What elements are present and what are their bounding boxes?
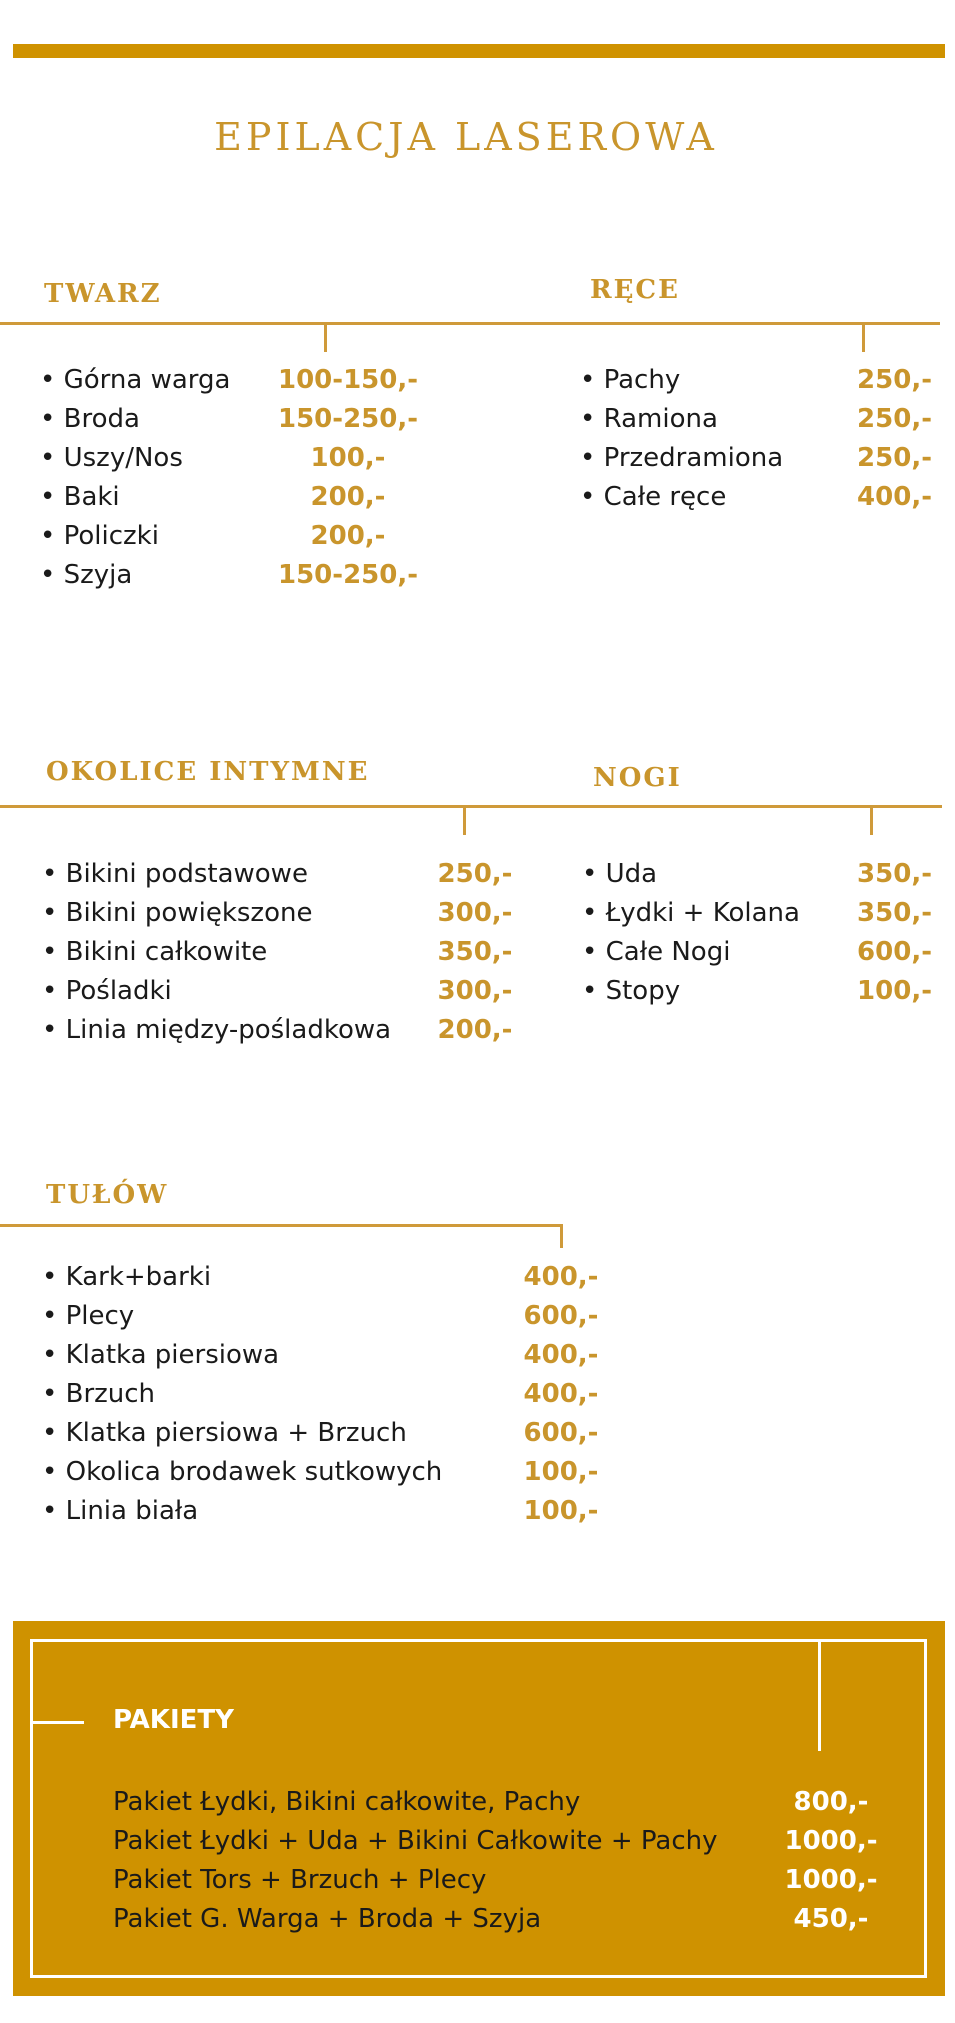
item-label: • Stopy bbox=[582, 976, 680, 1006]
list-item bbox=[40, 556, 419, 595]
item-price: 250,- bbox=[857, 443, 932, 473]
package-item bbox=[113, 1783, 869, 1822]
packages-heading-rule bbox=[30, 1721, 84, 1724]
list-item bbox=[42, 1375, 599, 1414]
item-price: 100,- bbox=[523, 1496, 599, 1526]
top-accent-bar bbox=[13, 44, 945, 58]
item-label: • Broda bbox=[40, 404, 140, 434]
packages-panel bbox=[13, 1621, 945, 1996]
item-price: 400,- bbox=[523, 1340, 599, 1370]
section-heading-twarz: TWARZ bbox=[44, 279, 162, 309]
list-item bbox=[42, 855, 513, 894]
item-price: 600,- bbox=[523, 1301, 599, 1331]
item-price: 150-250,- bbox=[278, 404, 419, 434]
package-label: Pakiet Łydki, Bikini całkowite, Pachy bbox=[113, 1787, 581, 1817]
divider-tick bbox=[560, 1224, 563, 1248]
package-price: 1000,- bbox=[784, 1826, 878, 1856]
list-item bbox=[42, 1414, 599, 1453]
item-label: • Szyja bbox=[40, 560, 132, 590]
list-item bbox=[42, 1258, 599, 1297]
item-label: • Pachy bbox=[580, 365, 680, 395]
divider-tick bbox=[324, 322, 327, 352]
package-label: Pakiet Tors + Brzuch + Plecy bbox=[113, 1865, 487, 1895]
section-heading-rece: RĘCE bbox=[590, 275, 680, 305]
item-label: • Pośladki bbox=[42, 976, 172, 1006]
list-item bbox=[42, 1492, 599, 1531]
package-item bbox=[113, 1900, 869, 1939]
list-item bbox=[40, 517, 386, 556]
list-nogi bbox=[582, 855, 932, 1011]
item-label: • Uszy/Nos bbox=[40, 443, 183, 473]
list-item bbox=[40, 361, 419, 400]
section-divider-face-hands bbox=[0, 322, 940, 325]
section-divider-intimate-legs bbox=[0, 805, 942, 808]
item-price: 300,- bbox=[437, 976, 513, 1006]
packages-list bbox=[113, 1783, 878, 1939]
list-twarz bbox=[40, 361, 419, 595]
item-label: • Ramiona bbox=[580, 404, 718, 434]
list-okolice bbox=[42, 855, 513, 1050]
package-label: Pakiet Łydki + Uda + Bikini Całkowite + Pachy bbox=[113, 1826, 718, 1856]
list-tulow bbox=[42, 1258, 599, 1531]
item-label: • Uda bbox=[582, 859, 657, 889]
package-price: 1000,- bbox=[784, 1865, 878, 1895]
item-label: • Całe Nogi bbox=[582, 937, 730, 967]
divider-tick bbox=[870, 805, 873, 835]
list-item bbox=[42, 1011, 513, 1050]
list-item bbox=[582, 972, 932, 1011]
item-label: • Łydki + Kolana bbox=[582, 898, 800, 928]
item-price: 200,- bbox=[310, 482, 386, 512]
list-item bbox=[580, 439, 932, 478]
package-item bbox=[113, 1822, 878, 1861]
item-price: 400,- bbox=[523, 1379, 599, 1409]
list-item bbox=[582, 933, 932, 972]
section-heading-tulow: TUŁÓW bbox=[46, 1180, 169, 1210]
item-label: • Kark+barki bbox=[42, 1262, 211, 1292]
list-item bbox=[42, 1453, 599, 1492]
item-label: • Linia biała bbox=[42, 1496, 198, 1526]
package-item bbox=[113, 1861, 878, 1900]
item-price: 100,- bbox=[523, 1457, 599, 1487]
item-label: • Bikini całkowite bbox=[42, 937, 267, 967]
section-divider-torso bbox=[0, 1224, 563, 1227]
packages-frame-tick bbox=[818, 1642, 821, 1751]
item-label: • Górna warga bbox=[40, 365, 230, 395]
section-heading-okolice: OKOLICE INTYMNE bbox=[46, 757, 370, 787]
item-price: 400,- bbox=[857, 482, 932, 512]
list-item bbox=[582, 855, 932, 894]
item-label: • Bikini podstawowe bbox=[42, 859, 308, 889]
item-label: • Przedramiona bbox=[580, 443, 783, 473]
item-price: 400,- bbox=[523, 1262, 599, 1292]
list-item bbox=[582, 894, 932, 933]
item-label: • Brzuch bbox=[42, 1379, 155, 1409]
item-price: 250,- bbox=[857, 365, 932, 395]
item-price: 600,- bbox=[857, 937, 932, 967]
list-item bbox=[580, 361, 932, 400]
package-price: 800,- bbox=[793, 1787, 869, 1817]
item-label: • Klatka piersiowa + Brzuch bbox=[42, 1418, 407, 1448]
item-price: 350,- bbox=[857, 859, 932, 889]
item-label: • Okolica brodawek sutkowych bbox=[42, 1457, 442, 1487]
list-item bbox=[42, 972, 513, 1011]
item-price: 150-250,- bbox=[278, 560, 419, 590]
item-label: • Baki bbox=[40, 482, 120, 512]
item-label: • Klatka piersiowa bbox=[42, 1340, 279, 1370]
divider-tick bbox=[862, 322, 865, 352]
item-price: 100,- bbox=[310, 443, 386, 473]
list-item bbox=[42, 1336, 599, 1375]
item-price: 300,- bbox=[437, 898, 513, 928]
list-item bbox=[42, 1297, 599, 1336]
item-price: 250,- bbox=[857, 404, 932, 434]
item-label: • Całe ręce bbox=[580, 482, 726, 512]
item-price: 350,- bbox=[437, 937, 513, 967]
item-price: 100,- bbox=[857, 976, 932, 1006]
item-price: 100-150,- bbox=[278, 365, 419, 395]
list-item bbox=[580, 400, 932, 439]
list-item bbox=[40, 478, 386, 517]
item-price: 250,- bbox=[437, 859, 513, 889]
list-item bbox=[40, 400, 419, 439]
package-price: 450,- bbox=[793, 1904, 869, 1934]
package-label: Pakiet G. Warga + Broda + Szyja bbox=[113, 1904, 542, 1934]
item-label: • Linia między-pośladkowa bbox=[42, 1015, 391, 1045]
list-item bbox=[42, 894, 513, 933]
item-label: • Plecy bbox=[42, 1301, 134, 1331]
list-item bbox=[42, 933, 513, 972]
list-rece bbox=[580, 361, 932, 517]
list-item bbox=[40, 439, 386, 478]
page-title: EPILACJA LASEROWA bbox=[214, 115, 718, 159]
item-label: • Bikini powiększone bbox=[42, 898, 312, 928]
packages-heading: PAKIETY bbox=[113, 1705, 234, 1735]
item-label: • Policzki bbox=[40, 521, 159, 551]
section-heading-nogi: NOGI bbox=[593, 763, 682, 793]
item-price: 600,- bbox=[523, 1418, 599, 1448]
divider-tick bbox=[463, 805, 466, 835]
item-price: 200,- bbox=[437, 1015, 513, 1045]
item-price: 200,- bbox=[310, 521, 386, 551]
list-item bbox=[580, 478, 932, 517]
item-price: 350,- bbox=[857, 898, 932, 928]
